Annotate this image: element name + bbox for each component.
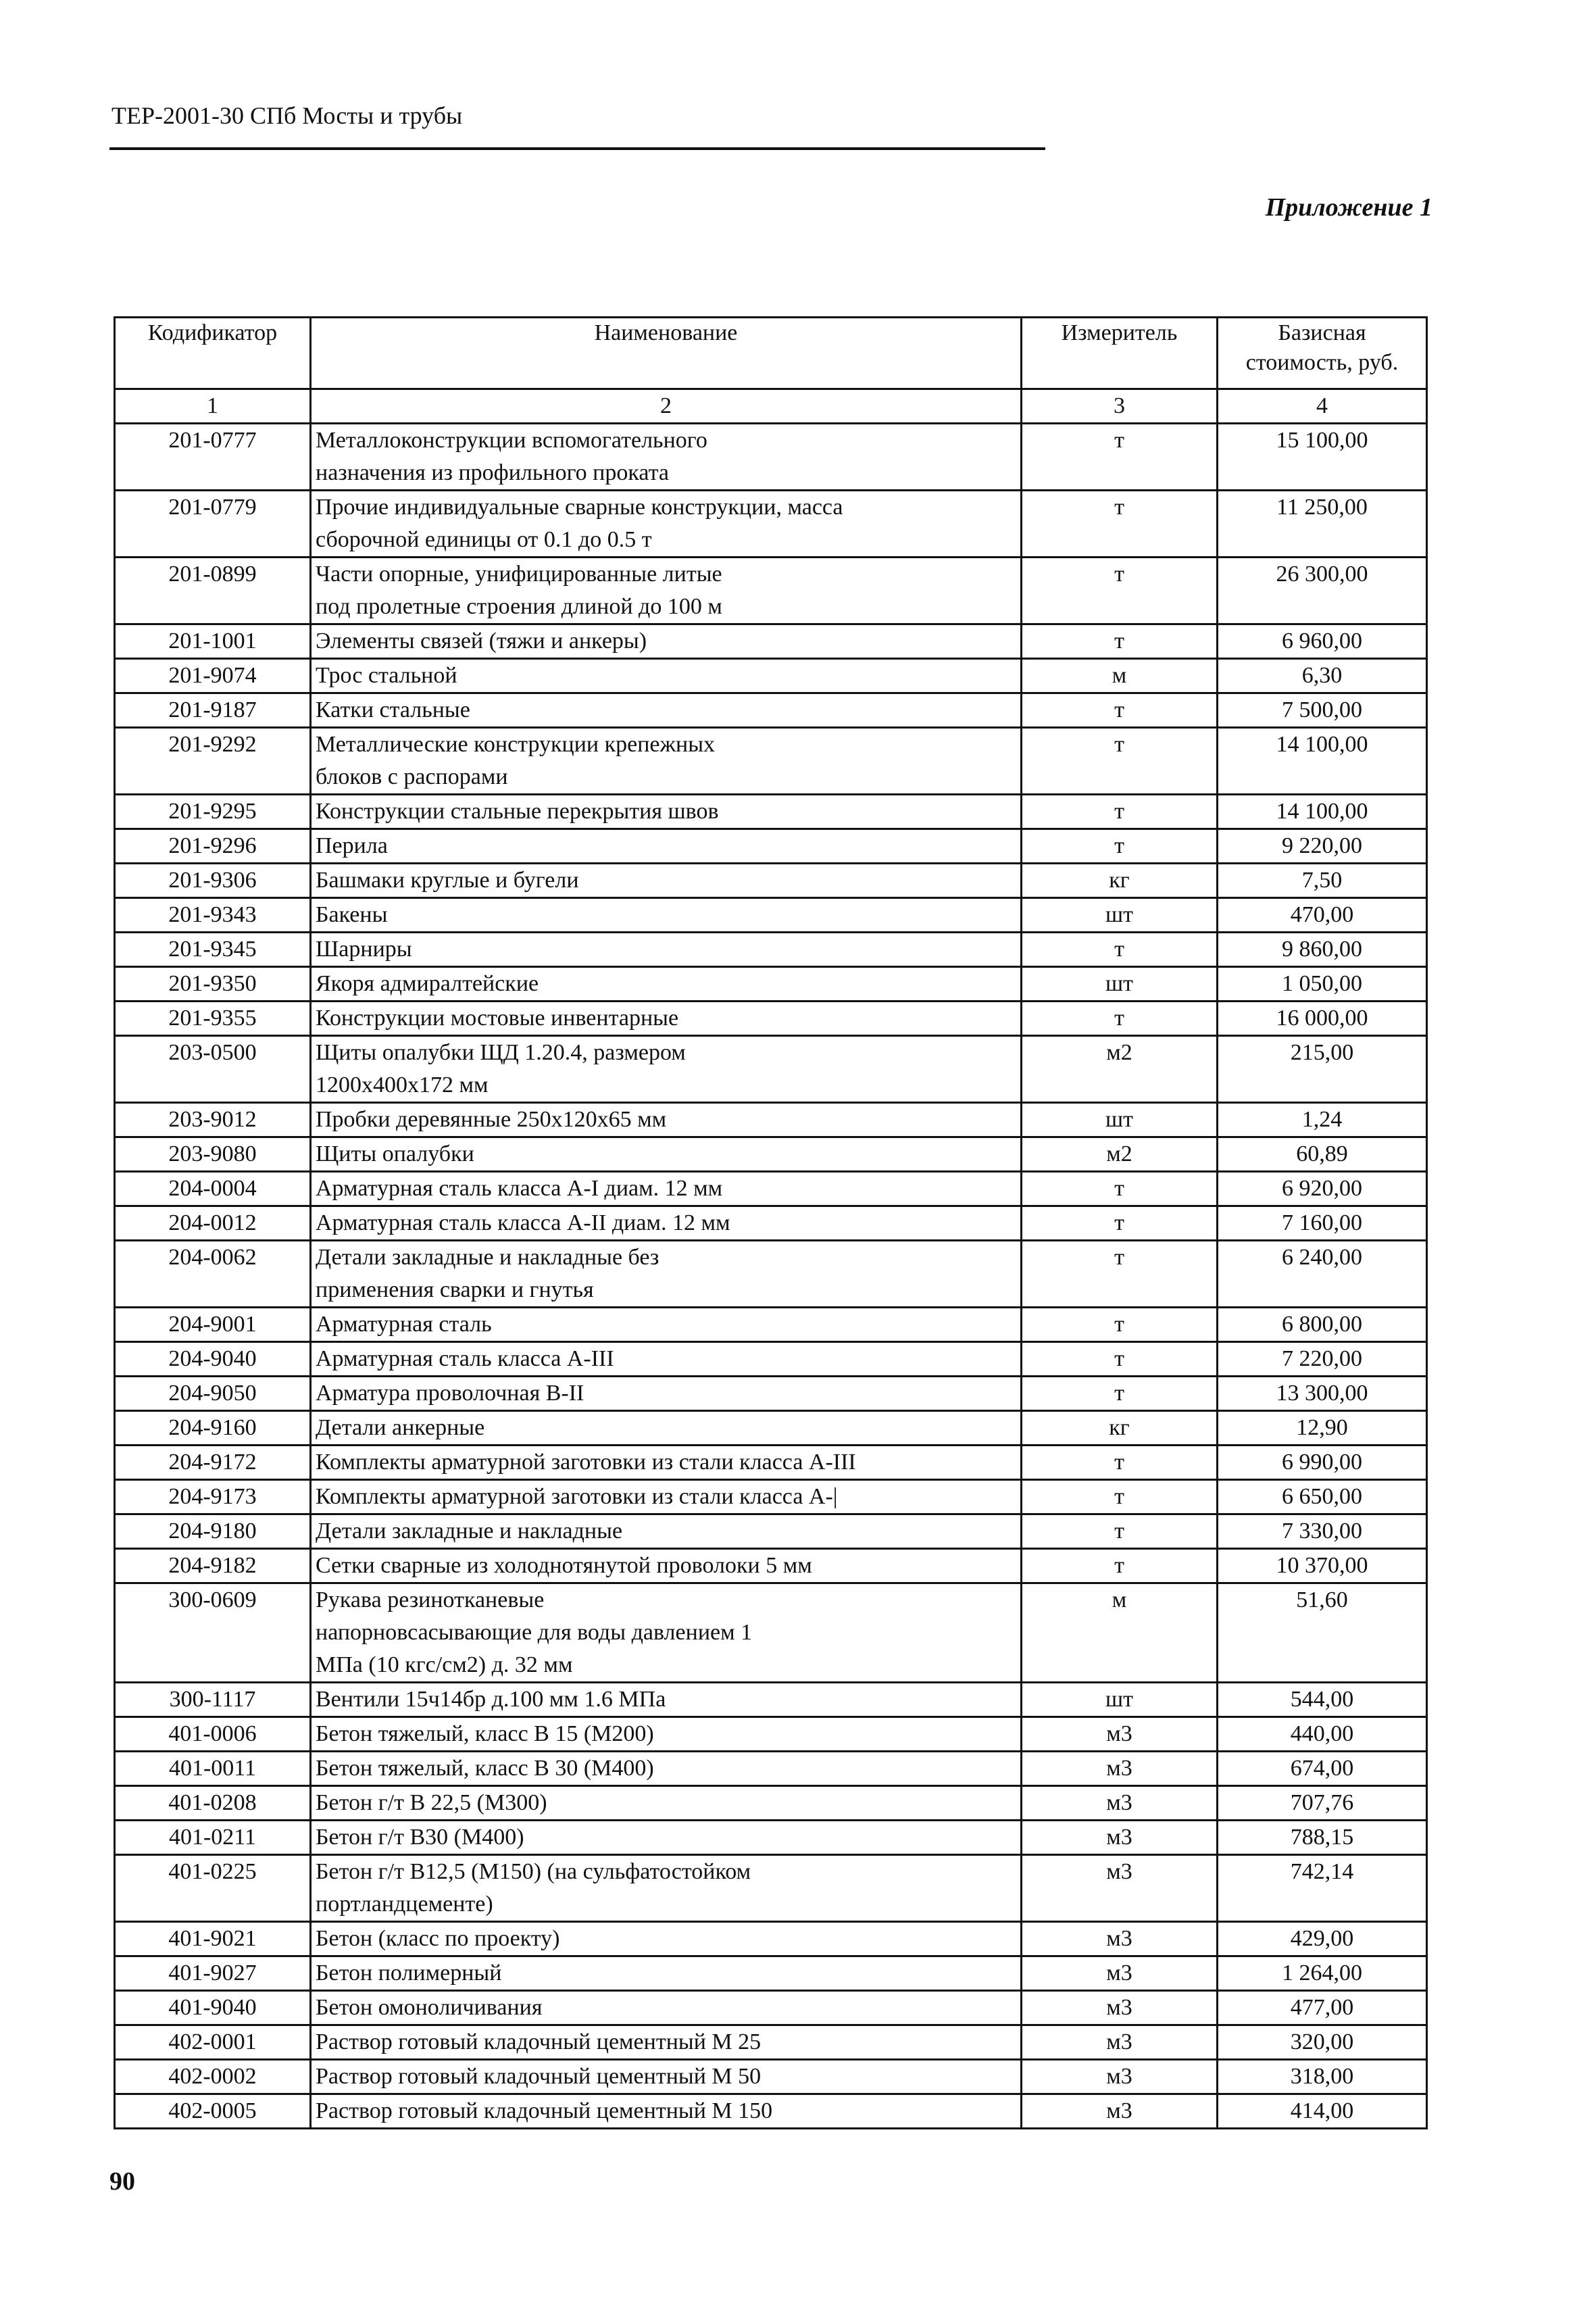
cell-price: 788,15 <box>1218 1821 1427 1855</box>
cell-unit: т <box>1022 558 1218 624</box>
cell-unit: шт <box>1022 967 1218 1002</box>
cell-unit: т <box>1022 728 1218 795</box>
table-row <box>115 1922 1427 1956</box>
cell-unit: т <box>1022 1377 1218 1411</box>
table-row <box>115 933 1427 967</box>
cell-price: 1,24 <box>1218 1103 1427 1137</box>
cell-code: 201-9187 <box>115 693 311 728</box>
cell-name: Бетон тяжелый, класс В 15 (М200) <box>311 1717 1022 1752</box>
table-body <box>115 424 1427 2129</box>
cell-unit: кг <box>1022 1411 1218 1446</box>
column-header-code: Кодификатор <box>115 318 311 389</box>
cell-code: 203-0500 <box>115 1036 311 1103</box>
cell-price: 1 264,00 <box>1218 1956 1427 1991</box>
cell-price: 7 220,00 <box>1218 1342 1427 1377</box>
table-row <box>115 1583 1427 1683</box>
cell-unit: м <box>1022 659 1218 693</box>
cell-price: 429,00 <box>1218 1922 1427 1956</box>
table-row <box>115 424 1427 491</box>
table-row <box>115 1241 1427 1308</box>
cell-name: Сетки сварные из холоднотянутой проволоки 5 мм <box>311 1549 1022 1583</box>
cell-price: 470,00 <box>1218 898 1427 933</box>
cell-name: Бакены <box>311 898 1022 933</box>
cell-unit: м2 <box>1022 1036 1218 1103</box>
table-row <box>115 2094 1427 2129</box>
cell-code: 204-9040 <box>115 1342 311 1377</box>
cell-price: 16 000,00 <box>1218 1002 1427 1036</box>
cell-price: 215,00 <box>1218 1036 1427 1103</box>
cell-unit: шт <box>1022 1103 1218 1137</box>
cell-name: Бетон (класс по проекту) <box>311 1922 1022 1956</box>
table-row <box>115 659 1427 693</box>
cell-name: Элементы связей (тяжи и анкеры) <box>311 624 1022 659</box>
cell-price: 544,00 <box>1218 1683 1427 1717</box>
cell-code: 201-9292 <box>115 728 311 795</box>
table-row <box>115 1103 1427 1137</box>
table-row <box>115 967 1427 1002</box>
table-row <box>115 1752 1427 1786</box>
appendix-label: Приложение 1 <box>1265 193 1432 222</box>
cell-unit: м3 <box>1022 1821 1218 1855</box>
cell-code: 203-9080 <box>115 1137 311 1172</box>
cell-name: Бетон г/т В12,5 (М150) (на сульфатостойком портландцементе) <box>311 1855 1022 1922</box>
cell-unit: м3 <box>1022 1786 1218 1821</box>
cell-unit: т <box>1022 424 1218 491</box>
cell-code: 401-0006 <box>115 1717 311 1752</box>
table-row <box>115 693 1427 728</box>
cell-unit: м3 <box>1022 2094 1218 2129</box>
table-row <box>115 1137 1427 1172</box>
cell-price: 12,90 <box>1218 1411 1427 1446</box>
cell-code: 401-0211 <box>115 1821 311 1855</box>
cell-name: Бетон омоноличивания <box>311 1991 1022 2025</box>
cell-code: 201-9343 <box>115 898 311 933</box>
cell-unit: т <box>1022 1308 1218 1342</box>
cell-unit: т <box>1022 1480 1218 1514</box>
cell-unit: т <box>1022 491 1218 558</box>
cell-price: 14 100,00 <box>1218 728 1427 795</box>
cell-unit: т <box>1022 1172 1218 1206</box>
cell-code: 201-9355 <box>115 1002 311 1036</box>
cell-unit: м3 <box>1022 1855 1218 1922</box>
cell-code: 204-0012 <box>115 1206 311 1241</box>
table-row <box>115 2025 1427 2060</box>
table-row <box>115 1446 1427 1480</box>
cell-unit: м2 <box>1022 1137 1218 1172</box>
page-number: 90 <box>109 2167 135 2196</box>
cell-price: 26 300,00 <box>1218 558 1427 624</box>
table-header-row <box>115 318 1427 389</box>
cell-name: Якоря адмиралтейские <box>311 967 1022 1002</box>
table-row <box>115 1956 1427 1991</box>
cell-name: Арматурная сталь класса А-III <box>311 1342 1022 1377</box>
table-row <box>115 491 1427 558</box>
cell-code: 201-9074 <box>115 659 311 693</box>
table-row <box>115 1172 1427 1206</box>
cell-unit: т <box>1022 1002 1218 1036</box>
cell-price: 674,00 <box>1218 1752 1427 1786</box>
cell-name: Комплекты арматурной заготовки из стали класса А-III <box>311 1446 1022 1480</box>
table-row <box>115 1549 1427 1583</box>
column-number: 3 <box>1022 389 1218 424</box>
table-row <box>115 1786 1427 1821</box>
cell-code: 204-9172 <box>115 1446 311 1480</box>
cell-name: Детали закладные и накладные без применения сварки и гнутья <box>311 1241 1022 1308</box>
cell-name: Рукава резинотканевые напорновсасывающие для воды давлением 1 МПа (10 кгс/см2) д. 32 мм <box>311 1583 1022 1683</box>
cell-name: Арматурная сталь класса А-II диам. 12 мм <box>311 1206 1022 1241</box>
cell-price: 414,00 <box>1218 2094 1427 2129</box>
cell-price: 6 920,00 <box>1218 1172 1427 1206</box>
cell-price: 477,00 <box>1218 1991 1427 2025</box>
cell-price: 7 160,00 <box>1218 1206 1427 1241</box>
cell-name: Арматура проволочная В-II <box>311 1377 1022 1411</box>
cell-code: 401-9027 <box>115 1956 311 1991</box>
cell-name: Комплекты арматурной заготовки из стали класса А-| <box>311 1480 1022 1514</box>
cell-unit: кг <box>1022 864 1218 898</box>
table-row <box>115 2060 1427 2094</box>
cell-code: 300-1117 <box>115 1683 311 1717</box>
cell-unit: м3 <box>1022 1922 1218 1956</box>
cell-unit: т <box>1022 1206 1218 1241</box>
table-row <box>115 624 1427 659</box>
cell-code: 402-0001 <box>115 2025 311 2060</box>
cell-price: 1 050,00 <box>1218 967 1427 1002</box>
cell-name: Раствор готовый кладочный цементный М 150 <box>311 2094 1022 2129</box>
cell-name: Бетон г/т В 22,5 (М300) <box>311 1786 1022 1821</box>
cell-code: 401-0225 <box>115 1855 311 1922</box>
cell-name: Шарниры <box>311 933 1022 967</box>
column-header-name: Наименование <box>311 318 1022 389</box>
cell-unit: м3 <box>1022 1956 1218 1991</box>
cell-price: 6 650,00 <box>1218 1480 1427 1514</box>
table-row <box>115 1821 1427 1855</box>
table-row <box>115 558 1427 624</box>
cell-code: 401-9040 <box>115 1991 311 2025</box>
cell-price: 6 990,00 <box>1218 1446 1427 1480</box>
table-row <box>115 1514 1427 1549</box>
cell-code: 401-0208 <box>115 1786 311 1821</box>
column-number-row <box>115 389 1427 424</box>
table-row <box>115 1036 1427 1103</box>
cell-price: 7 500,00 <box>1218 693 1427 728</box>
cell-name: Перила <box>311 829 1022 864</box>
cell-price: 51,60 <box>1218 1583 1427 1683</box>
cell-price: 9 220,00 <box>1218 829 1427 864</box>
cell-unit: т <box>1022 933 1218 967</box>
cell-unit: т <box>1022 795 1218 829</box>
cell-unit: м3 <box>1022 1991 1218 2025</box>
cell-name: Части опорные, унифицированные литые под пролетные строения длиной до 100 м <box>311 558 1022 624</box>
cell-unit: т <box>1022 1342 1218 1377</box>
cell-name: Детали анкерные <box>311 1411 1022 1446</box>
cell-name: Арматурная сталь класса А-I диам. 12 мм <box>311 1172 1022 1206</box>
cell-name: Бетон полимерный <box>311 1956 1022 1991</box>
cell-code: 204-0004 <box>115 1172 311 1206</box>
column-header-price: Базисная стоимость, руб. <box>1218 318 1427 389</box>
cell-code: 201-0777 <box>115 424 311 491</box>
cell-code: 204-9173 <box>115 1480 311 1514</box>
cell-name: Прочие индивидуальные сварные конструкции, масса сборочной единицы от 0.1 до 0.5 т <box>311 491 1022 558</box>
cell-name: Арматурная сталь <box>311 1308 1022 1342</box>
table-row <box>115 1342 1427 1377</box>
cell-price: 440,00 <box>1218 1717 1427 1752</box>
cell-code: 201-9306 <box>115 864 311 898</box>
table-row <box>115 1308 1427 1342</box>
cell-name: Башмаки круглые и бугели <box>311 864 1022 898</box>
cell-unit: м3 <box>1022 1752 1218 1786</box>
table-row <box>115 829 1427 864</box>
cell-price: 707,76 <box>1218 1786 1427 1821</box>
cell-unit: м3 <box>1022 2060 1218 2094</box>
cell-name: Катки стальные <box>311 693 1022 728</box>
price-table <box>114 316 1428 2129</box>
cell-price: 742,14 <box>1218 1855 1427 1922</box>
table-row <box>115 1991 1427 2025</box>
cell-name: Пробки деревянные 250х120х65 мм <box>311 1103 1022 1137</box>
cell-price: 6 240,00 <box>1218 1241 1427 1308</box>
table-row <box>115 1683 1427 1717</box>
cell-code: 204-9001 <box>115 1308 311 1342</box>
cell-name: Щиты опалубки ЩД 1.20.4, размером 1200х400х172 мм <box>311 1036 1022 1103</box>
table-row <box>115 898 1427 933</box>
column-number: 1 <box>115 389 311 424</box>
cell-price: 7 330,00 <box>1218 1514 1427 1549</box>
cell-name: Бетон г/т В30 (М400) <box>311 1821 1022 1855</box>
cell-code: 402-0002 <box>115 2060 311 2094</box>
cell-price: 15 100,00 <box>1218 424 1427 491</box>
column-number: 4 <box>1218 389 1427 424</box>
cell-price: 318,00 <box>1218 2060 1427 2094</box>
cell-price: 13 300,00 <box>1218 1377 1427 1411</box>
cell-name: Конструкции мостовые инвентарные <box>311 1002 1022 1036</box>
cell-unit: т <box>1022 1549 1218 1583</box>
cell-name: Металлоконструкции вспомогательного назначения из профильного проката <box>311 424 1022 491</box>
cell-name: Раствор готовый кладочный цементный М 25 <box>311 2025 1022 2060</box>
cell-name: Конструкции стальные перекрытия швов <box>311 795 1022 829</box>
cell-unit: т <box>1022 1514 1218 1549</box>
cell-unit: т <box>1022 1241 1218 1308</box>
cell-code: 402-0005 <box>115 2094 311 2129</box>
table-row <box>115 728 1427 795</box>
table-row <box>115 1855 1427 1922</box>
document-title: ТЕР-2001-30 СПб Мосты и трубы <box>111 102 463 129</box>
cell-code: 201-9295 <box>115 795 311 829</box>
cell-unit: т <box>1022 829 1218 864</box>
cell-unit: м <box>1022 1583 1218 1683</box>
cell-code: 201-0899 <box>115 558 311 624</box>
cell-code: 204-9180 <box>115 1514 311 1549</box>
cell-code: 203-9012 <box>115 1103 311 1137</box>
cell-price: 10 370,00 <box>1218 1549 1427 1583</box>
table-row <box>115 795 1427 829</box>
cell-code: 401-0011 <box>115 1752 311 1786</box>
cell-code: 201-9350 <box>115 967 311 1002</box>
cell-unit: т <box>1022 693 1218 728</box>
cell-code: 201-9345 <box>115 933 311 967</box>
table-row <box>115 864 1427 898</box>
title-underline <box>109 147 1045 150</box>
cell-price: 6 800,00 <box>1218 1308 1427 1342</box>
cell-name: Трос стальной <box>311 659 1022 693</box>
cell-price: 14 100,00 <box>1218 795 1427 829</box>
cell-code: 201-9296 <box>115 829 311 864</box>
cell-unit: м3 <box>1022 2025 1218 2060</box>
cell-unit: м3 <box>1022 1717 1218 1752</box>
cell-code: 204-9050 <box>115 1377 311 1411</box>
cell-unit: шт <box>1022 1683 1218 1717</box>
cell-name: Металлические конструкции крепежных блоков с распорами <box>311 728 1022 795</box>
cell-code: 204-9182 <box>115 1549 311 1583</box>
cell-name: Раствор готовый кладочный цементный М 50 <box>311 2060 1022 2094</box>
cell-code: 204-9160 <box>115 1411 311 1446</box>
cell-code: 201-1001 <box>115 624 311 659</box>
table-row <box>115 1480 1427 1514</box>
cell-name: Бетон тяжелый, класс В 30 (М400) <box>311 1752 1022 1786</box>
cell-price: 60,89 <box>1218 1137 1427 1172</box>
cell-name: Вентили 15ч14бр д.100 мм 1.6 МПа <box>311 1683 1022 1717</box>
table-row <box>115 1377 1427 1411</box>
cell-price: 320,00 <box>1218 2025 1427 2060</box>
cell-price: 11 250,00 <box>1218 491 1427 558</box>
cell-price: 9 860,00 <box>1218 933 1427 967</box>
cell-unit: т <box>1022 1446 1218 1480</box>
cell-name: Щиты опалубки <box>311 1137 1022 1172</box>
cell-code: 204-0062 <box>115 1241 311 1308</box>
table-row <box>115 1206 1427 1241</box>
column-number: 2 <box>311 389 1022 424</box>
cell-price: 6 960,00 <box>1218 624 1427 659</box>
cell-price: 6,30 <box>1218 659 1427 693</box>
cell-unit: т <box>1022 624 1218 659</box>
table-row <box>115 1717 1427 1752</box>
cell-code: 300-0609 <box>115 1583 311 1683</box>
column-header-unit: Измеритель <box>1022 318 1218 389</box>
cell-unit: шт <box>1022 898 1218 933</box>
cell-code: 401-9021 <box>115 1922 311 1956</box>
cell-price: 7,50 <box>1218 864 1427 898</box>
table-row <box>115 1411 1427 1446</box>
cell-code: 201-0779 <box>115 491 311 558</box>
cell-name: Детали закладные и накладные <box>311 1514 1022 1549</box>
table-row <box>115 1002 1427 1036</box>
